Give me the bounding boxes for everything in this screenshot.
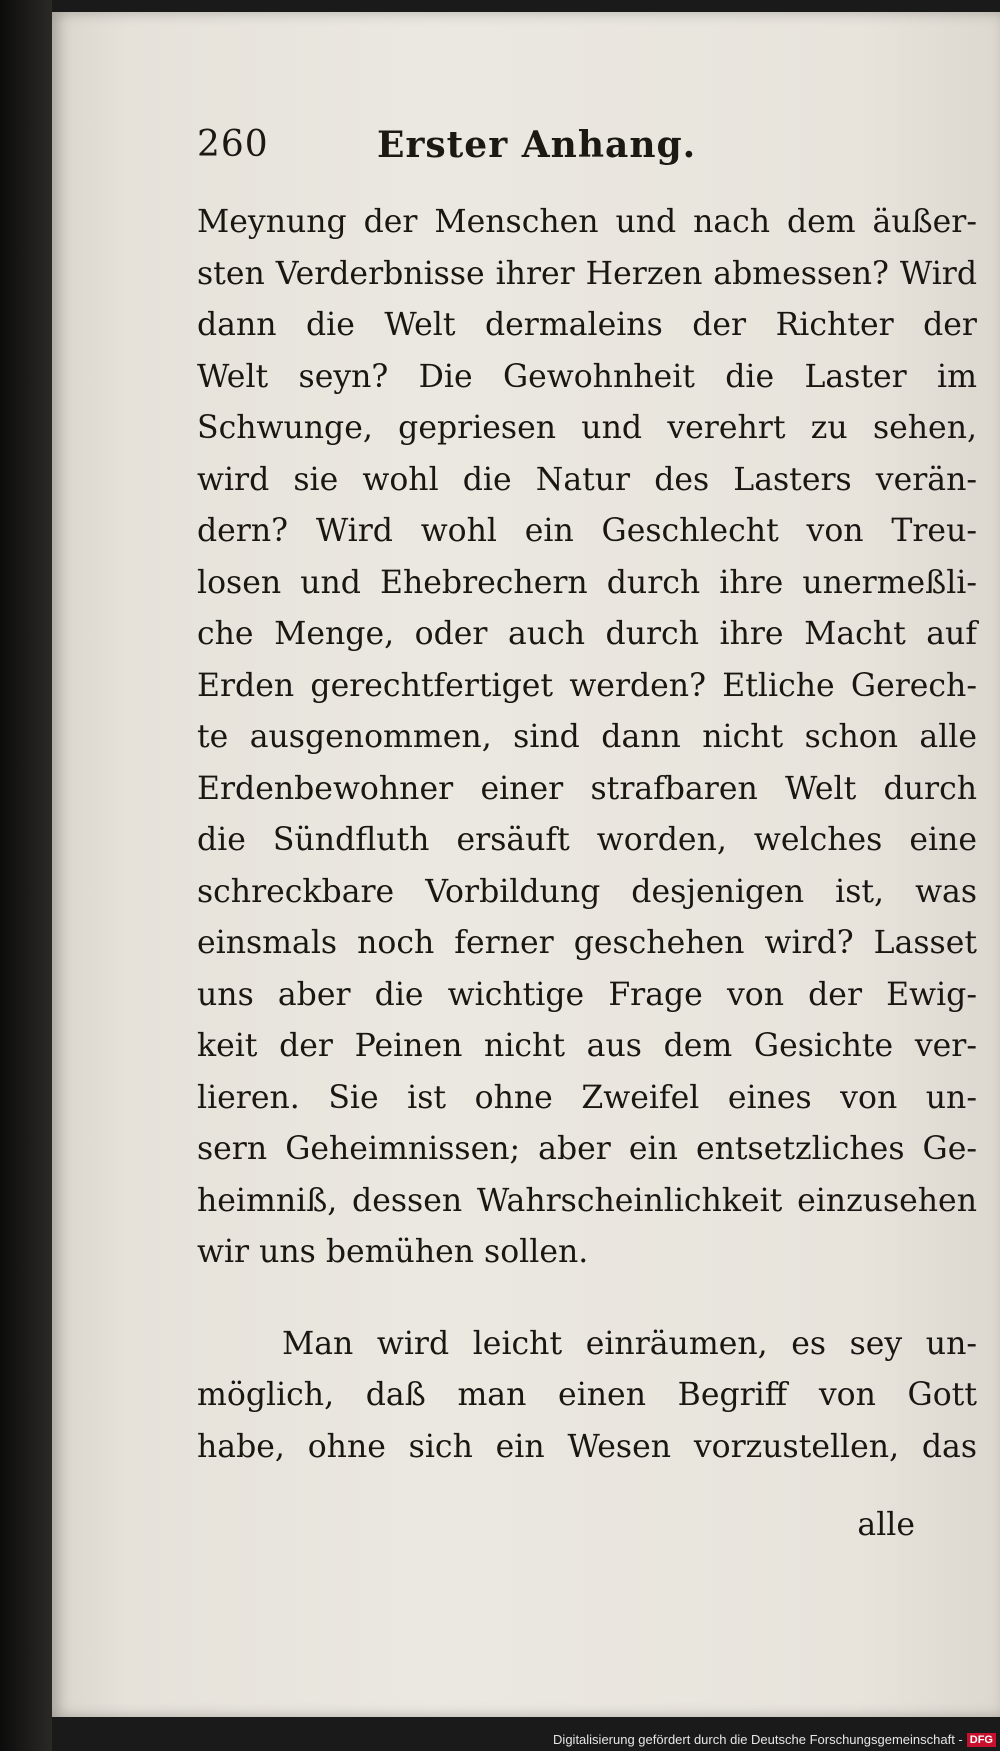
page-header: [197, 124, 897, 184]
text-line: Meynung der Menschen und nach dem äußer-: [197, 204, 977, 240]
text-line: dann die Welt dermaleins der Richter der: [197, 307, 977, 343]
text-line: wir uns bemühen sollen.: [197, 1234, 589, 1270]
text-line: Welt seyn? Die Gewohnheit die Laster im: [197, 358, 977, 395]
paragraph-2: [197, 1319, 977, 1474]
text-line: Man wird leicht einräumen, es sey un-: [282, 1325, 977, 1362]
text-line: lieren. Sie ist ohne Zweifel eines von un-: [197, 1079, 977, 1116]
book-page: [52, 12, 1000, 1717]
text-line: keit der Peinen nicht aus dem Gesichte ver-: [197, 1028, 977, 1064]
body-text: [197, 197, 977, 1473]
catchword: alle: [857, 1507, 915, 1543]
text-line: che Menge, oder auch durch ihre Macht auf: [197, 616, 977, 652]
text-line: uns aber die wichtige Frage von der Ewig-: [197, 976, 977, 1013]
running-head: Erster Anhang.: [377, 124, 697, 166]
text-line: losen und Ehebrechern durch ihre unermeßli-: [197, 564, 977, 601]
text-line: möglich, daß man einen Begriff von Gott: [197, 1377, 977, 1413]
text-line: te ausgenommen, sind dann nicht schon alle: [197, 719, 977, 755]
text-line: schreckbare Vorbildung desjenigen ist, was: [197, 873, 977, 910]
credit-text: Digitalisierung gefördert durch die Deutsche Forschungsgemeinschaft -: [553, 1732, 963, 1747]
page-number: 260: [197, 124, 269, 165]
text-line: habe, ohne sich ein Wesen vorzustellen, das: [197, 1428, 977, 1465]
text-line: Erdenbewohner einer strafbaren Welt durch: [197, 770, 977, 807]
text-line: Erden gerechtfertiget werden? Etliche Gerech-: [197, 667, 977, 704]
paragraph-1: [197, 197, 977, 1279]
text-line: dern? Wird wohl ein Geschlecht von Treu-: [197, 513, 977, 549]
text-line: die Sündfluth ersäuft worden, welches eine: [197, 822, 977, 858]
paragraph-gap: [197, 1279, 977, 1319]
book-spine-shadow: [0, 0, 52, 1751]
text-line: sten Verderbnisse ihrer Herzen abmessen? Wird: [197, 255, 977, 292]
text-line: sern Geheimnissen; aber ein entsetzliches Ge-: [197, 1131, 977, 1167]
text-line: einsmals noch ferner geschehen wird? Lasset: [197, 925, 977, 961]
text-line: Schwunge, gepriesen und verehrt zu sehen,: [197, 410, 977, 446]
text-line: heimniß, dessen Wahrscheinlichkeit einzusehen: [197, 1182, 977, 1219]
dfg-logo: DFG: [967, 1733, 996, 1747]
text-line: wird sie wohl die Natur des Lasters verän-: [197, 461, 977, 498]
digitization-credit: [553, 1732, 996, 1747]
